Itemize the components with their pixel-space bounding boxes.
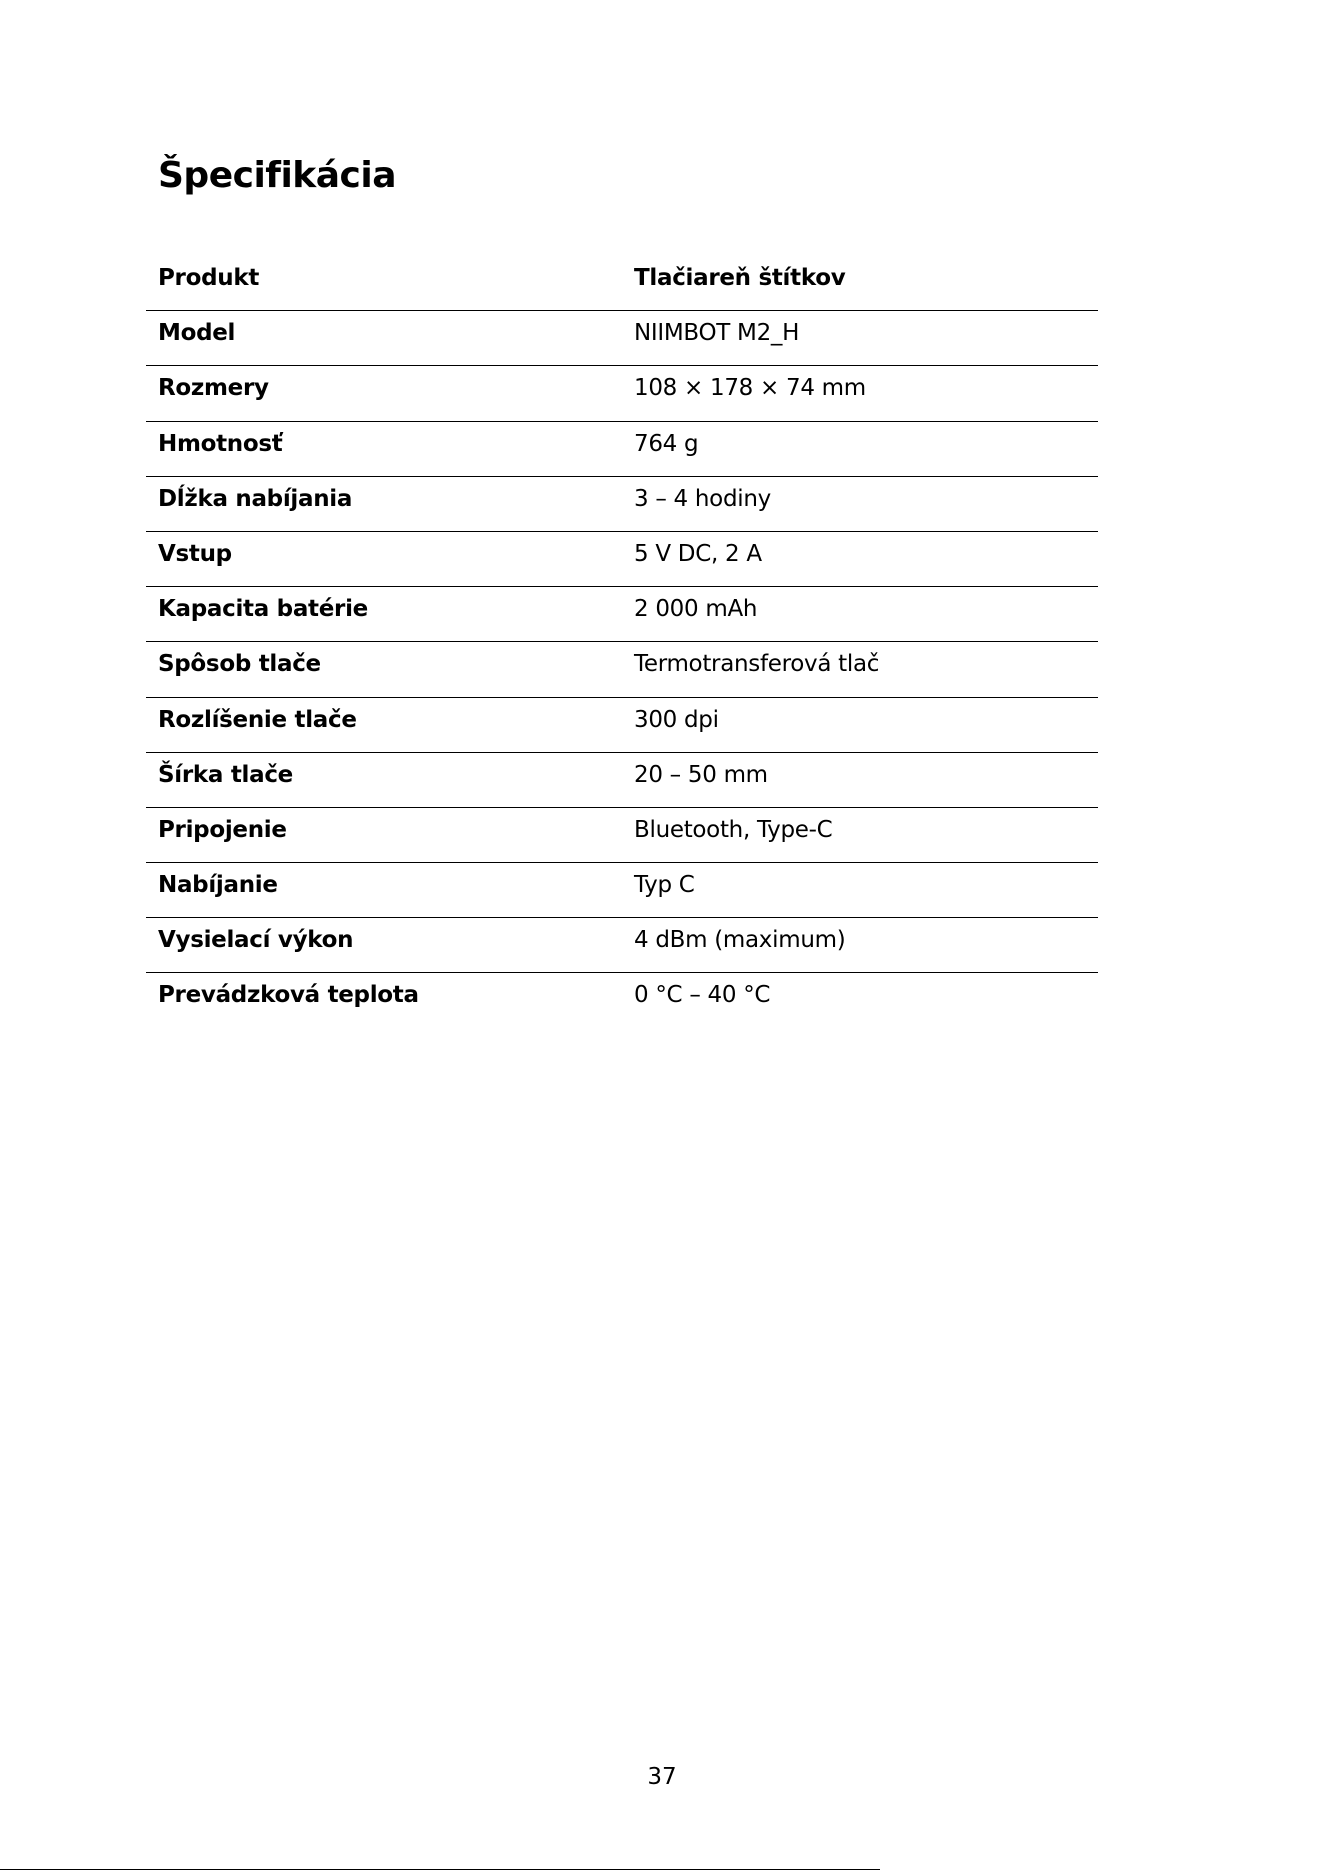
header-label: Produkt — [158, 265, 260, 291]
table-row — [146, 862, 1098, 917]
table-row — [146, 421, 1098, 476]
row-label: Prevádzková teplota — [158, 982, 419, 1009]
table-row — [146, 972, 1098, 1027]
row-divider — [146, 862, 1098, 863]
table-row — [146, 586, 1098, 641]
row-divider — [146, 365, 1098, 366]
row-label: Kapacita batérie — [158, 596, 368, 623]
table-row — [146, 476, 1098, 531]
row-label: Rozlíšenie tlače — [158, 706, 357, 733]
row-value: NIIMBOT M2_H — [634, 320, 800, 347]
row-label: Vstup — [158, 540, 232, 567]
row-label: Vysielací výkon — [158, 927, 354, 954]
row-label: Pripojenie — [158, 816, 287, 843]
row-value: 5 V DC, 2 A — [634, 540, 762, 567]
row-divider — [146, 310, 1098, 311]
specification-table — [146, 255, 1098, 1028]
table-header-row — [146, 255, 1098, 310]
row-divider — [146, 421, 1098, 422]
row-value: 20 – 50 mm — [634, 761, 768, 788]
row-label: Hmotnosť — [158, 430, 283, 457]
row-value: Bluetooth, Type-C — [634, 816, 833, 843]
row-divider — [146, 972, 1098, 973]
footer-rule — [0, 1869, 880, 1870]
row-value: 300 dpi — [634, 706, 719, 733]
row-divider — [146, 476, 1098, 477]
table-row — [146, 697, 1098, 752]
row-value: 764 g — [634, 430, 699, 457]
row-label: Model — [158, 320, 236, 347]
page-title: Špecifikácia — [158, 155, 397, 196]
row-value: 4 dBm (maximum) — [634, 927, 846, 954]
row-label: Šírka tlače — [158, 761, 293, 788]
header-value: Tlačiareň štítkov — [634, 265, 846, 291]
row-divider — [146, 807, 1098, 808]
row-divider — [146, 917, 1098, 918]
table-row — [146, 365, 1098, 420]
row-value: 108 × 178 × 74 mm — [634, 375, 866, 402]
page-number: 37 — [647, 1764, 677, 1790]
table-row — [146, 310, 1098, 365]
table-row — [146, 807, 1098, 862]
table-row — [146, 531, 1098, 586]
row-value: Typ C — [634, 872, 695, 899]
row-divider — [146, 531, 1098, 532]
row-label: Rozmery — [158, 375, 269, 402]
row-divider — [146, 586, 1098, 587]
row-label: Dĺžka nabíjania — [158, 485, 353, 512]
row-value: 3 – 4 hodiny — [634, 485, 771, 512]
row-label: Spôsob tlače — [158, 651, 321, 678]
row-divider — [146, 697, 1098, 698]
row-divider — [146, 641, 1098, 642]
table-row — [146, 917, 1098, 972]
table-row — [146, 641, 1098, 696]
row-divider — [146, 752, 1098, 753]
table-row — [146, 752, 1098, 807]
row-value: 2 000 mAh — [634, 596, 758, 623]
row-value: Termotransferová tlač — [634, 651, 880, 678]
row-value: 0 °C – 40 °C — [634, 982, 771, 1009]
row-label: Nabíjanie — [158, 872, 278, 899]
